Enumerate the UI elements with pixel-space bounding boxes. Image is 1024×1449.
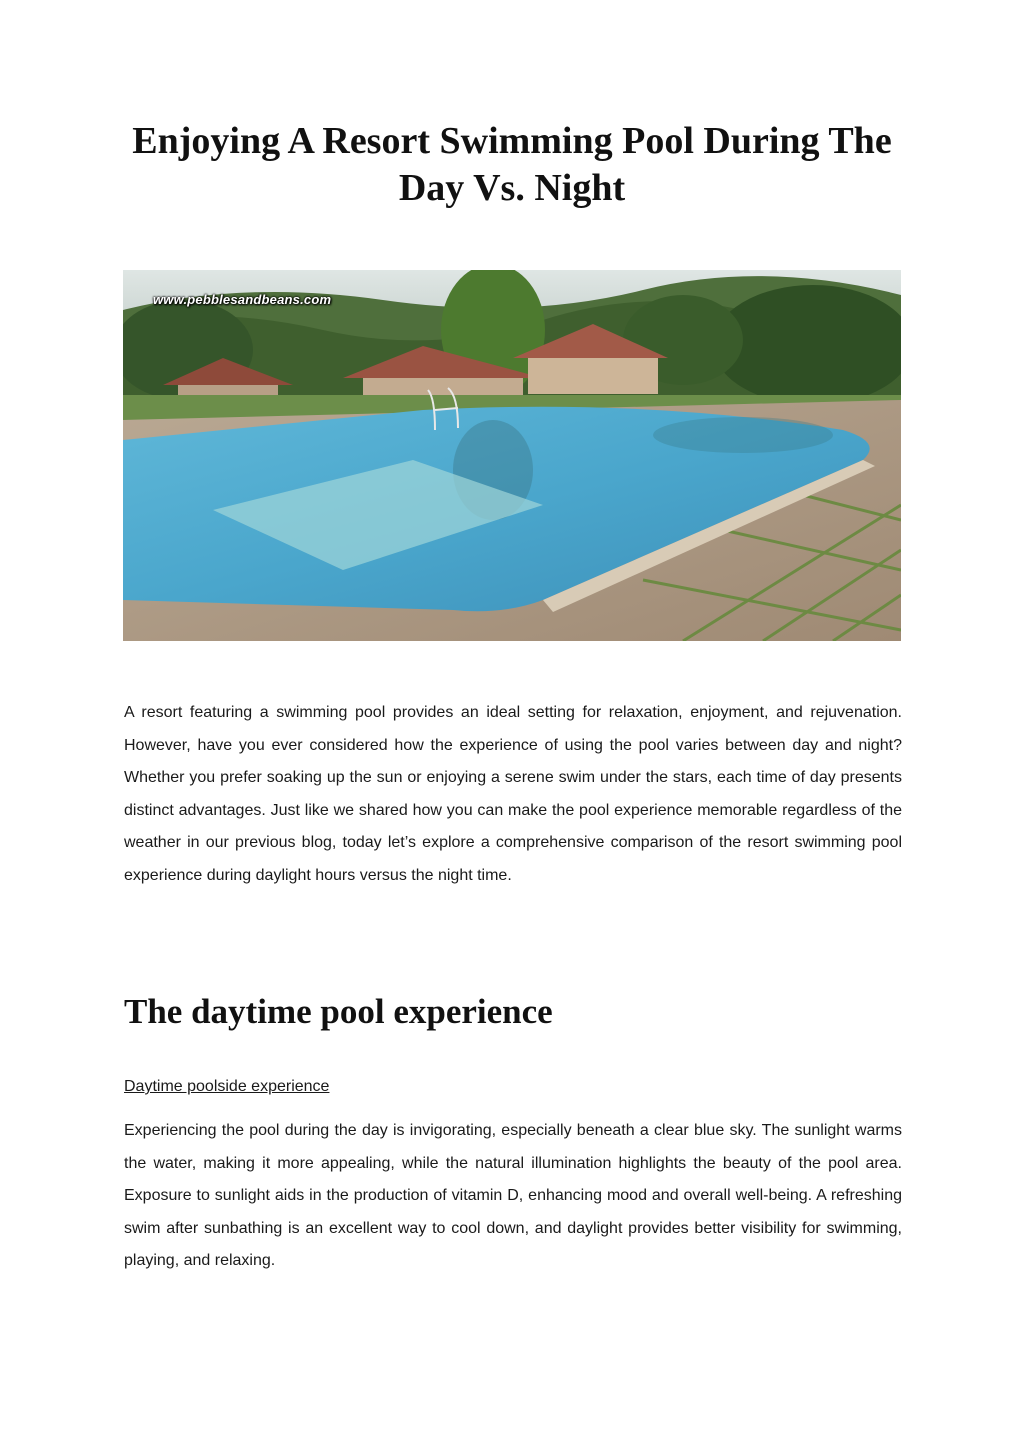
resort-pool-photo (123, 270, 901, 641)
image-watermark: www.pebblesandbeans.com (153, 292, 332, 307)
intro-paragraph: A resort featuring a swimming pool provides an ideal setting for relaxation, enjoyment, and rejuvenation. However, have you ever considered how the experience of using the pool varies between day and night? Whether you prefer soaking up the sun or enjoying a serene swim under the stars, each time of day presents distinct advantages. Just like we shared how you can make the pool experience memorable regardless of the weather in our previous blog, today let’s explore a comprehensive comparison of the resort swimming pool experience during daylight hours versus the night time. (124, 704, 902, 884)
daytime-poolside-link[interactable]: Daytime poolside experience (124, 1078, 330, 1095)
section-paragraph: Experiencing the pool during the day is invigorating, especially beneath a clear blue sky. The sunlight warms the water, making it more appealing, while the natural illumination highlights the beauty of the pool area. Exposure to sunlight aids in the production of vitamin D, enhancing mood and overall well-being. A refreshing swim after sunbathing is an excellent way to cool down, and daylight provides better visibility for swimming, playing, and relaxing. (124, 1122, 902, 1269)
section-heading: The daytime pool experience (124, 992, 553, 1031)
pool-illustration (123, 270, 901, 641)
page-title: Enjoying A Resort Swimming Pool During The Day Vs. Night (132, 120, 892, 209)
